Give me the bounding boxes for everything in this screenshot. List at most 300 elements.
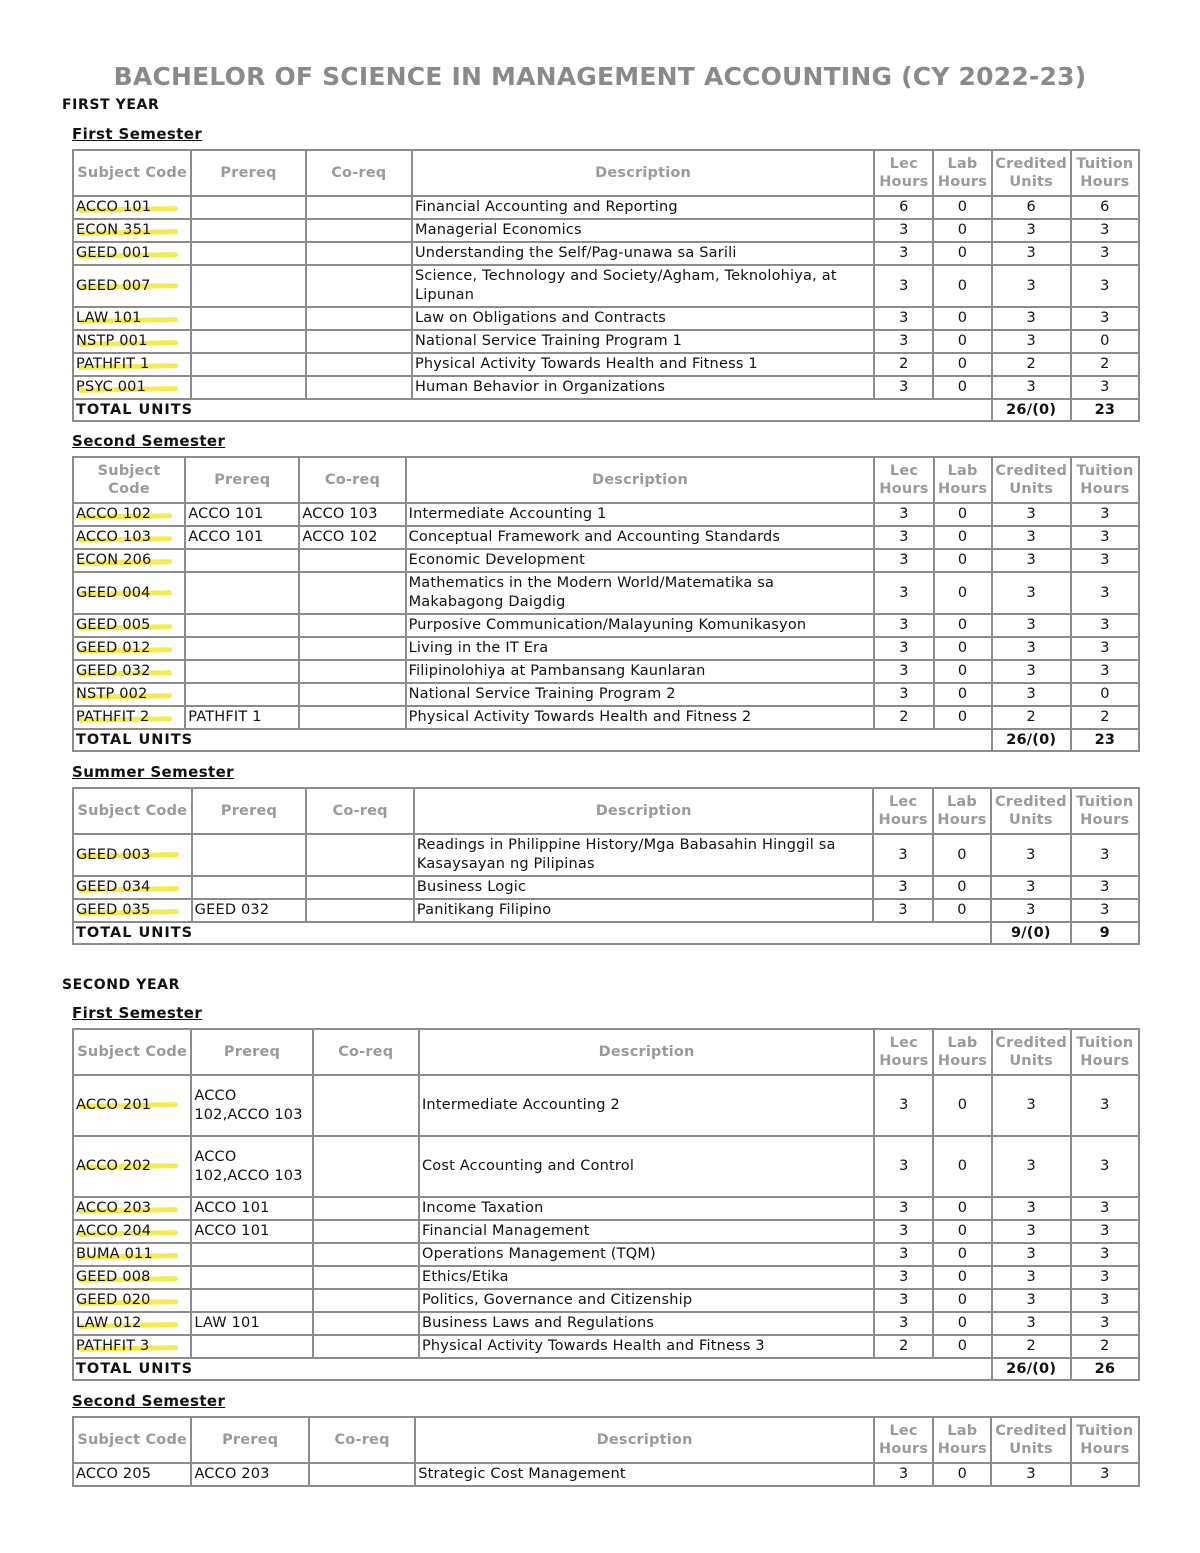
cell-lab: 0 xyxy=(933,834,991,876)
subject-code: ACCO 205 xyxy=(76,1466,152,1482)
cell-cred: 3 xyxy=(992,1220,1071,1243)
cell-prereq xyxy=(185,549,299,572)
semester-heading: Second Semester xyxy=(72,432,226,450)
cell-cred: 3 xyxy=(992,330,1071,353)
cell-lab: 0 xyxy=(934,572,992,614)
column-header-cred: Credited Units xyxy=(991,1417,1070,1463)
column-header-lab: Lab Hours xyxy=(933,1417,991,1463)
subject-code: NSTP 001 xyxy=(76,333,148,349)
column-header-code: Subject Code xyxy=(73,788,192,834)
cell-coreq xyxy=(306,899,414,922)
cell-prereq xyxy=(191,1266,312,1289)
cell-tuition: 3 xyxy=(1071,834,1139,876)
cell-lab: 0 xyxy=(933,1075,991,1136)
subject-code: GEED 008 xyxy=(76,1269,151,1285)
table-row xyxy=(73,1197,1139,1220)
cell-coreq xyxy=(313,1220,419,1243)
cell-desc: Understanding the Self/Pag-unawa sa Sarili xyxy=(412,242,874,265)
cell-desc: Intermediate Accounting 1 xyxy=(406,503,875,526)
table-header-row xyxy=(73,1029,1139,1075)
subject-code: ACCO 201 xyxy=(76,1097,152,1113)
table-header-row xyxy=(73,457,1139,503)
cell-coreq xyxy=(299,614,405,637)
cell-lec: 3 xyxy=(874,1266,933,1289)
cell-cred: 3 xyxy=(992,307,1071,330)
column-header-tuition: Tuition Hours xyxy=(1071,1417,1139,1463)
cell-cred: 3 xyxy=(992,219,1071,242)
table-row xyxy=(73,660,1139,683)
cell-tuition: 2 xyxy=(1071,1335,1139,1358)
cell-code xyxy=(73,572,185,614)
cell-lab: 0 xyxy=(933,1289,991,1312)
column-header-tuition: Tuition Hours xyxy=(1071,150,1139,196)
curriculum-table xyxy=(72,456,1140,752)
cell-code xyxy=(73,876,192,899)
cell-cred: 3 xyxy=(992,1075,1071,1136)
cell-coreq: ACCO 102 xyxy=(299,526,405,549)
cell-lec: 3 xyxy=(874,330,933,353)
cell-code xyxy=(73,549,185,572)
total-units-label: TOTAL UNITS xyxy=(73,399,992,421)
cell-code xyxy=(73,1266,191,1289)
year-heading: SECOND YEAR xyxy=(62,977,180,993)
cell-code xyxy=(73,660,185,683)
cell-desc: Financial Management xyxy=(419,1220,874,1243)
cell-cred: 3 xyxy=(992,572,1071,614)
table-header-row xyxy=(73,1417,1139,1463)
cell-prereq: ACCO 101 xyxy=(191,1197,312,1220)
cell-lab: 0 xyxy=(934,637,992,660)
table-row xyxy=(73,265,1139,307)
cell-cred: 3 xyxy=(992,1197,1071,1220)
table-row xyxy=(73,706,1139,729)
table-row xyxy=(73,1266,1139,1289)
cell-cred: 3 xyxy=(992,1289,1071,1312)
cell-coreq xyxy=(306,376,412,399)
subject-code: GEED 035 xyxy=(76,902,151,918)
cell-lec: 2 xyxy=(874,353,933,376)
cell-tuition: 3 xyxy=(1071,572,1139,614)
cell-cred: 3 xyxy=(992,660,1071,683)
column-header-code: Subject Code xyxy=(73,150,191,196)
cell-prereq: ACCO 101 xyxy=(191,1220,312,1243)
cell-coreq xyxy=(306,330,412,353)
column-header-coreq: Co-req xyxy=(306,788,414,834)
column-header-tuition: Tuition Hours xyxy=(1071,457,1139,503)
cell-lab: 0 xyxy=(933,1335,991,1358)
curriculum-table xyxy=(72,787,1140,945)
cell-tuition: 3 xyxy=(1071,1243,1139,1266)
cell-lab: 0 xyxy=(933,899,991,922)
cell-prereq: ACCO 102,ACCO 103 xyxy=(191,1075,312,1136)
cell-cred: 3 xyxy=(992,503,1071,526)
cell-lec: 3 xyxy=(874,1136,933,1197)
subject-code: PATHFIT 2 xyxy=(76,709,150,725)
cell-lec: 3 xyxy=(874,242,933,265)
cell-lab: 0 xyxy=(933,1197,991,1220)
cell-coreq xyxy=(306,242,412,265)
cell-code xyxy=(73,1220,191,1243)
cell-code xyxy=(73,265,191,307)
cell-desc: Readings in Philippine History/Mga Babasahin Hinggil sa Kasaysayan ng Pilipinas xyxy=(414,834,874,876)
cell-desc: Physical Activity Towards Health and Fitness 1 xyxy=(412,353,874,376)
cell-prereq xyxy=(191,1335,312,1358)
table-row xyxy=(73,549,1139,572)
table-row xyxy=(73,834,1139,876)
cell-tuition: 3 xyxy=(1071,1266,1139,1289)
cell-lab: 0 xyxy=(933,1463,991,1486)
cell-tuition: 6 xyxy=(1071,196,1139,219)
cell-cred: 3 xyxy=(992,1312,1071,1335)
cell-lab: 0 xyxy=(933,242,991,265)
cell-code xyxy=(73,353,191,376)
table-row xyxy=(73,376,1139,399)
table-row xyxy=(73,1220,1139,1243)
cell-coreq xyxy=(299,660,405,683)
cell-lec: 3 xyxy=(874,614,933,637)
cell-prereq: PATHFIT 1 xyxy=(185,706,299,729)
cell-lec: 3 xyxy=(874,265,933,307)
column-header-desc: Description xyxy=(414,788,874,834)
curriculum-table xyxy=(72,1028,1140,1381)
cell-prereq xyxy=(191,330,305,353)
subject-code: PATHFIT 3 xyxy=(76,1338,150,1354)
column-header-prereq: Prereq xyxy=(185,457,299,503)
cell-lab: 0 xyxy=(933,1266,991,1289)
cell-prereq: ACCO 102,ACCO 103 xyxy=(191,1136,312,1197)
cell-code xyxy=(73,1289,191,1312)
column-header-prereq: Prereq xyxy=(191,150,305,196)
cell-coreq xyxy=(313,1136,419,1197)
cell-coreq xyxy=(306,219,412,242)
total-tuition-hours: 23 xyxy=(1071,399,1139,421)
cell-desc: Panitikang Filipino xyxy=(414,899,874,922)
subject-code: ECON 206 xyxy=(76,552,152,568)
total-units-label: TOTAL UNITS xyxy=(73,729,992,751)
cell-lab: 0 xyxy=(933,1312,991,1335)
cell-code xyxy=(73,503,185,526)
column-header-lab: Lab Hours xyxy=(933,150,991,196)
cell-code xyxy=(73,307,191,330)
cell-lec: 3 xyxy=(874,1075,933,1136)
cell-tuition: 3 xyxy=(1071,265,1139,307)
cell-lec: 3 xyxy=(874,376,933,399)
cell-desc: Science, Technology and Society/Agham, Teknolohiya, at Lipunan xyxy=(412,265,874,307)
table-row xyxy=(73,1136,1139,1197)
cell-lec: 3 xyxy=(874,1312,933,1335)
cell-coreq xyxy=(299,572,405,614)
cell-lab: 0 xyxy=(934,549,992,572)
cell-prereq xyxy=(191,376,305,399)
cell-lab: 0 xyxy=(933,219,991,242)
table-row xyxy=(73,526,1139,549)
subject-code: BUMA 011 xyxy=(76,1246,153,1262)
table-row xyxy=(73,330,1139,353)
cell-tuition: 3 xyxy=(1071,1136,1139,1197)
total-units-row xyxy=(73,922,1139,944)
cell-tuition: 3 xyxy=(1071,637,1139,660)
cell-prereq: ACCO 101 xyxy=(185,526,299,549)
cell-prereq xyxy=(192,876,307,899)
cell-lab: 0 xyxy=(934,683,992,706)
total-tuition-hours: 23 xyxy=(1071,729,1139,751)
cell-tuition: 3 xyxy=(1071,307,1139,330)
column-header-coreq: Co-req xyxy=(306,150,412,196)
cell-desc: Managerial Economics xyxy=(412,219,874,242)
cell-desc: Physical Activity Towards Health and Fitness 3 xyxy=(419,1335,874,1358)
subject-code: LAW 012 xyxy=(76,1315,142,1331)
table-row xyxy=(73,242,1139,265)
total-credited-units: 26/(0) xyxy=(992,399,1071,421)
cell-desc: Strategic Cost Management xyxy=(415,1463,874,1486)
cell-prereq xyxy=(185,637,299,660)
column-header-cred: Credited Units xyxy=(992,1029,1071,1075)
cell-cred: 3 xyxy=(991,876,1070,899)
cell-lec: 3 xyxy=(874,503,933,526)
cell-lec: 2 xyxy=(874,706,933,729)
cell-prereq xyxy=(191,353,305,376)
cell-lec: 2 xyxy=(874,1335,933,1358)
cell-desc: Income Taxation xyxy=(419,1197,874,1220)
cell-code xyxy=(73,834,192,876)
table-header-row xyxy=(73,788,1139,834)
column-header-prereq: Prereq xyxy=(192,788,307,834)
cell-lab: 0 xyxy=(933,196,991,219)
subject-code: ACCO 202 xyxy=(76,1158,152,1174)
table-row xyxy=(73,614,1139,637)
cell-cred: 3 xyxy=(992,614,1071,637)
subject-code: GEED 005 xyxy=(76,617,151,633)
column-header-lec: Lec Hours xyxy=(874,1417,933,1463)
subject-code: PATHFIT 1 xyxy=(76,356,150,372)
cell-prereq xyxy=(191,307,305,330)
cell-tuition: 3 xyxy=(1071,614,1139,637)
column-header-code: Subject Code xyxy=(73,1029,191,1075)
cell-prereq xyxy=(185,614,299,637)
cell-prereq: GEED 032 xyxy=(192,899,307,922)
cell-code xyxy=(73,1243,191,1266)
table-row xyxy=(73,683,1139,706)
cell-desc: Cost Accounting and Control xyxy=(419,1136,874,1197)
subject-code: ACCO 102 xyxy=(76,506,152,522)
column-header-tuition: Tuition Hours xyxy=(1071,1029,1139,1075)
cell-code xyxy=(73,1075,191,1136)
cell-lab: 0 xyxy=(933,1243,991,1266)
total-units-row xyxy=(73,1358,1139,1380)
table-row xyxy=(73,503,1139,526)
cell-lab: 0 xyxy=(934,614,992,637)
cell-coreq xyxy=(313,1289,419,1312)
column-header-lab: Lab Hours xyxy=(933,788,991,834)
cell-lab: 0 xyxy=(933,307,991,330)
curriculum-table xyxy=(72,149,1140,422)
total-credited-units: 9/(0) xyxy=(991,922,1070,944)
cell-lab: 0 xyxy=(934,526,992,549)
cell-lec: 3 xyxy=(874,219,933,242)
cell-lec: 3 xyxy=(874,660,933,683)
cell-coreq xyxy=(306,265,412,307)
cell-coreq xyxy=(313,1312,419,1335)
cell-desc: Ethics/Etika xyxy=(419,1266,874,1289)
total-tuition-hours: 26 xyxy=(1071,1358,1139,1380)
cell-lab: 0 xyxy=(933,353,991,376)
cell-lec: 3 xyxy=(873,876,932,899)
cell-desc: Human Behavior in Organizations xyxy=(412,376,874,399)
cell-lec: 3 xyxy=(874,1463,933,1486)
cell-tuition: 3 xyxy=(1071,219,1139,242)
cell-code xyxy=(73,706,185,729)
cell-lec: 3 xyxy=(874,637,933,660)
total-credited-units: 26/(0) xyxy=(992,1358,1071,1380)
column-header-lec: Lec Hours xyxy=(874,457,933,503)
cell-coreq xyxy=(299,683,405,706)
table-row xyxy=(73,899,1139,922)
cell-code xyxy=(73,899,192,922)
cell-lec: 3 xyxy=(874,572,933,614)
cell-coreq xyxy=(313,1243,419,1266)
cell-coreq: ACCO 103 xyxy=(299,503,405,526)
table-row xyxy=(73,353,1139,376)
total-units-label: TOTAL UNITS xyxy=(73,1358,992,1380)
cell-cred: 3 xyxy=(991,834,1070,876)
cell-lab: 0 xyxy=(934,503,992,526)
subject-code: GEED 001 xyxy=(76,245,151,261)
cell-tuition: 3 xyxy=(1071,899,1139,922)
cell-code xyxy=(73,1312,191,1335)
cell-code xyxy=(73,1197,191,1220)
cell-tuition: 3 xyxy=(1071,503,1139,526)
subject-code: GEED 032 xyxy=(76,663,151,679)
cell-tuition: 3 xyxy=(1071,1463,1139,1486)
semester-heading: Summer Semester xyxy=(72,763,234,781)
cell-tuition: 3 xyxy=(1071,1312,1139,1335)
table-row xyxy=(73,637,1139,660)
cell-lab: 0 xyxy=(934,660,992,683)
column-header-lab: Lab Hours xyxy=(934,457,992,503)
cell-coreq xyxy=(299,637,405,660)
semester-heading: Second Semester xyxy=(72,1392,226,1410)
cell-desc: Financial Accounting and Reporting xyxy=(412,196,874,219)
semester-heading: First Semester xyxy=(72,125,203,143)
cell-cred: 3 xyxy=(991,1463,1070,1486)
cell-lec: 3 xyxy=(874,1243,933,1266)
cell-coreq xyxy=(306,876,414,899)
table-header-row xyxy=(73,150,1139,196)
cell-cred: 2 xyxy=(992,706,1071,729)
cell-prereq xyxy=(191,265,305,307)
column-header-cred: Credited Units xyxy=(992,150,1071,196)
cell-coreq xyxy=(306,834,414,876)
total-units-row xyxy=(73,399,1139,421)
cell-prereq xyxy=(191,1289,312,1312)
cell-desc: Physical Activity Towards Health and Fitness 2 xyxy=(406,706,875,729)
cell-coreq xyxy=(313,1266,419,1289)
table-row xyxy=(73,1463,1139,1486)
column-header-cred: Credited Units xyxy=(992,457,1071,503)
cell-tuition: 3 xyxy=(1071,549,1139,572)
cell-tuition: 3 xyxy=(1071,876,1139,899)
cell-code xyxy=(73,242,191,265)
cell-desc: Filipinolohiya at Pambansang Kaunlaran xyxy=(406,660,875,683)
subject-code: GEED 020 xyxy=(76,1292,151,1308)
cell-lec: 6 xyxy=(874,196,933,219)
table-row xyxy=(73,1289,1139,1312)
cell-lec: 3 xyxy=(874,1220,933,1243)
cell-lec: 3 xyxy=(874,1197,933,1220)
cell-code xyxy=(73,1463,191,1486)
cell-lec: 3 xyxy=(874,526,933,549)
column-header-coreq: Co-req xyxy=(309,1417,415,1463)
cell-desc: Business Laws and Regulations xyxy=(419,1312,874,1335)
subject-code: GEED 003 xyxy=(76,846,151,863)
cell-tuition: 3 xyxy=(1071,376,1139,399)
cell-lab: 0 xyxy=(933,330,991,353)
cell-cred: 3 xyxy=(992,376,1071,399)
cell-prereq xyxy=(185,572,299,614)
cell-desc: National Service Training Program 2 xyxy=(406,683,875,706)
cell-cred: 3 xyxy=(992,242,1071,265)
cell-code xyxy=(73,614,185,637)
cell-lab: 0 xyxy=(933,1136,991,1197)
cell-cred: 2 xyxy=(992,353,1071,376)
cell-tuition: 2 xyxy=(1071,353,1139,376)
column-header-tuition: Tuition Hours xyxy=(1071,788,1139,834)
cell-desc: Politics, Governance and Citizenship xyxy=(419,1289,874,1312)
column-header-desc: Description xyxy=(406,457,875,503)
cell-desc: Law on Obligations and Contracts xyxy=(412,307,874,330)
cell-prereq: ACCO 101 xyxy=(185,503,299,526)
table-row xyxy=(73,1075,1139,1136)
column-header-code: Subject Code xyxy=(73,1417,191,1463)
cell-prereq xyxy=(191,1243,312,1266)
table-row xyxy=(73,572,1139,614)
column-header-code: Subject Code xyxy=(73,457,185,503)
cell-prereq xyxy=(185,660,299,683)
cell-code xyxy=(73,1335,191,1358)
column-header-lec: Lec Hours xyxy=(873,788,932,834)
subject-code: ACCO 203 xyxy=(76,1200,152,1216)
subject-code: GEED 004 xyxy=(76,584,151,601)
column-header-lec: Lec Hours xyxy=(874,1029,933,1075)
cell-tuition: 2 xyxy=(1071,706,1139,729)
column-header-prereq: Prereq xyxy=(191,1029,312,1075)
cell-coreq xyxy=(309,1463,415,1486)
cell-prereq xyxy=(191,196,305,219)
cell-coreq xyxy=(306,307,412,330)
cell-code xyxy=(73,526,185,549)
subject-code: GEED 012 xyxy=(76,640,151,656)
cell-lec: 3 xyxy=(874,683,933,706)
cell-lec: 3 xyxy=(874,307,933,330)
semester-heading: First Semester xyxy=(72,1004,203,1022)
cell-cred: 3 xyxy=(992,1243,1071,1266)
cell-cred: 3 xyxy=(992,1266,1071,1289)
table-row xyxy=(73,876,1139,899)
cell-cred: 3 xyxy=(992,637,1071,660)
subject-code: ACCO 204 xyxy=(76,1223,152,1239)
cell-code xyxy=(73,376,191,399)
cell-coreq xyxy=(299,549,405,572)
cell-tuition: 3 xyxy=(1071,1197,1139,1220)
table-row xyxy=(73,1243,1139,1266)
cell-prereq: LAW 101 xyxy=(191,1312,312,1335)
subject-code: PSYC 001 xyxy=(76,379,147,395)
cell-prereq xyxy=(191,219,305,242)
cell-desc: Intermediate Accounting 2 xyxy=(419,1075,874,1136)
cell-code xyxy=(73,683,185,706)
cell-desc: National Service Training Program 1 xyxy=(412,330,874,353)
cell-desc: Living in the IT Era xyxy=(406,637,875,660)
